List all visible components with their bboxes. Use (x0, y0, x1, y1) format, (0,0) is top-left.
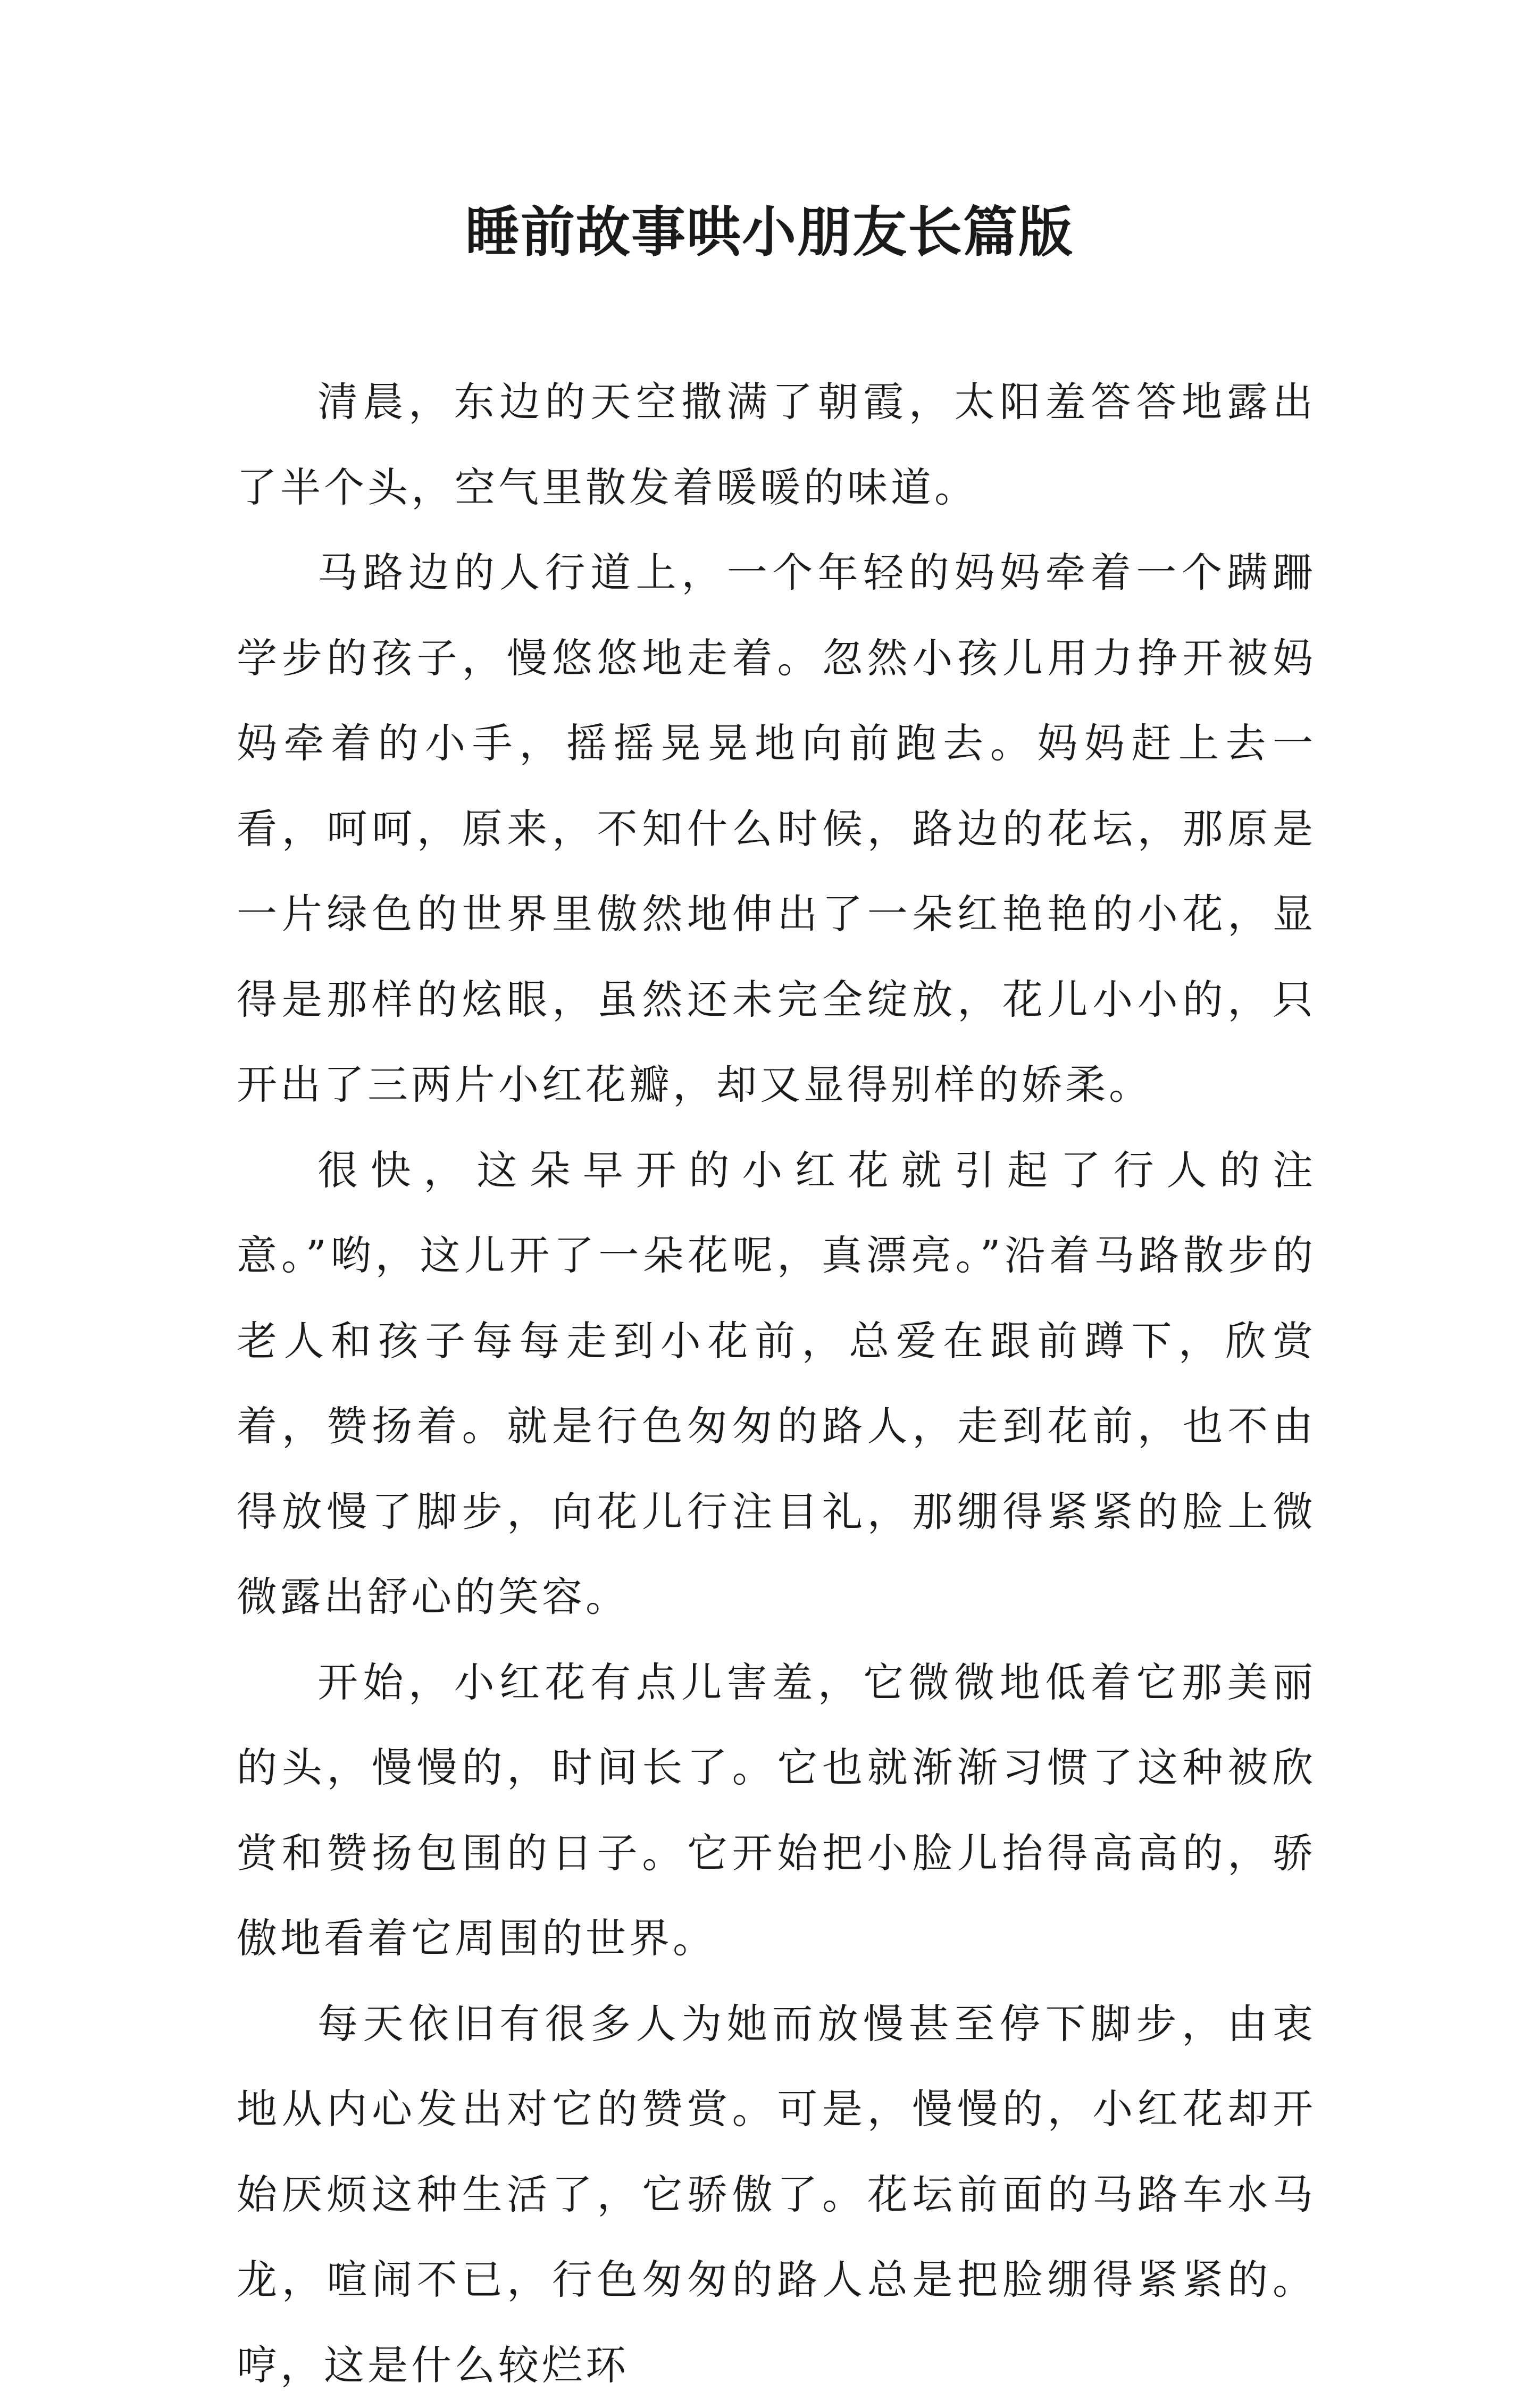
document-title: 睡前故事哄小朋友长篇版 (0, 193, 1539, 272)
paragraph: 每天依旧有很多人为她而放慢甚至停下脚步，由衷地从内心发出对它的赞赏。可是，慢慢的，小红花却开始厌烦这种生活了，它骄傲了。花坛前面的马路车水马龙，喧闹不已，行色匆匆的路人总是把脸绷得紧紧的。哼，这是什么较烂环 (237, 1981, 1316, 2408)
paragraph: 马路边的人行道上，一个年轻的妈妈牵着一个蹒跚学步的孩子，慢悠悠地走着。忽然小孩儿用力挣开被妈妈牵着的小手，摇摇晃晃地向前跑去。妈妈赶上去一看，呵呵，原来，不知什么时候，路边的花坛，那原是一片绿色的世界里傲然地伸出了一朵红艳艳的小花，显得是那样的炫眼，虽然还未完全绽放，花儿小小的，只开出了三两片小红花瓣，却又显得别样的娇柔。 (237, 530, 1316, 1128)
paragraph: 很快，这朵早开的小红花就引起了行人的注意。”哟，这儿开了一朵花呢，真漂亮。”沿着马路散步的老人和孩子每每走到小花前，总爱在跟前蹲下，欣赏着，赞扬着。就是行色匆匆的路人，走到花前，也不由得放慢了脚步，向花儿行注目礼，那绷得紧紧的脸上微微露出舒心的笑容。 (237, 1128, 1316, 1640)
document-body (237, 359, 1316, 2408)
paragraph: 清晨，东边的天空撒满了朝霞，太阳羞答答地露出了半个头，空气里散发着暖暖的味道。 (237, 359, 1316, 530)
paragraph: 开始，小红花有点儿害羞，它微微地低着它那美丽的头，慢慢的，时间长了。它也就渐渐习惯了这种被欣赏和赞扬包围的日子。它开始把小脸儿抬得高高的，骄傲地看着它周围的世界。 (237, 1640, 1316, 1981)
